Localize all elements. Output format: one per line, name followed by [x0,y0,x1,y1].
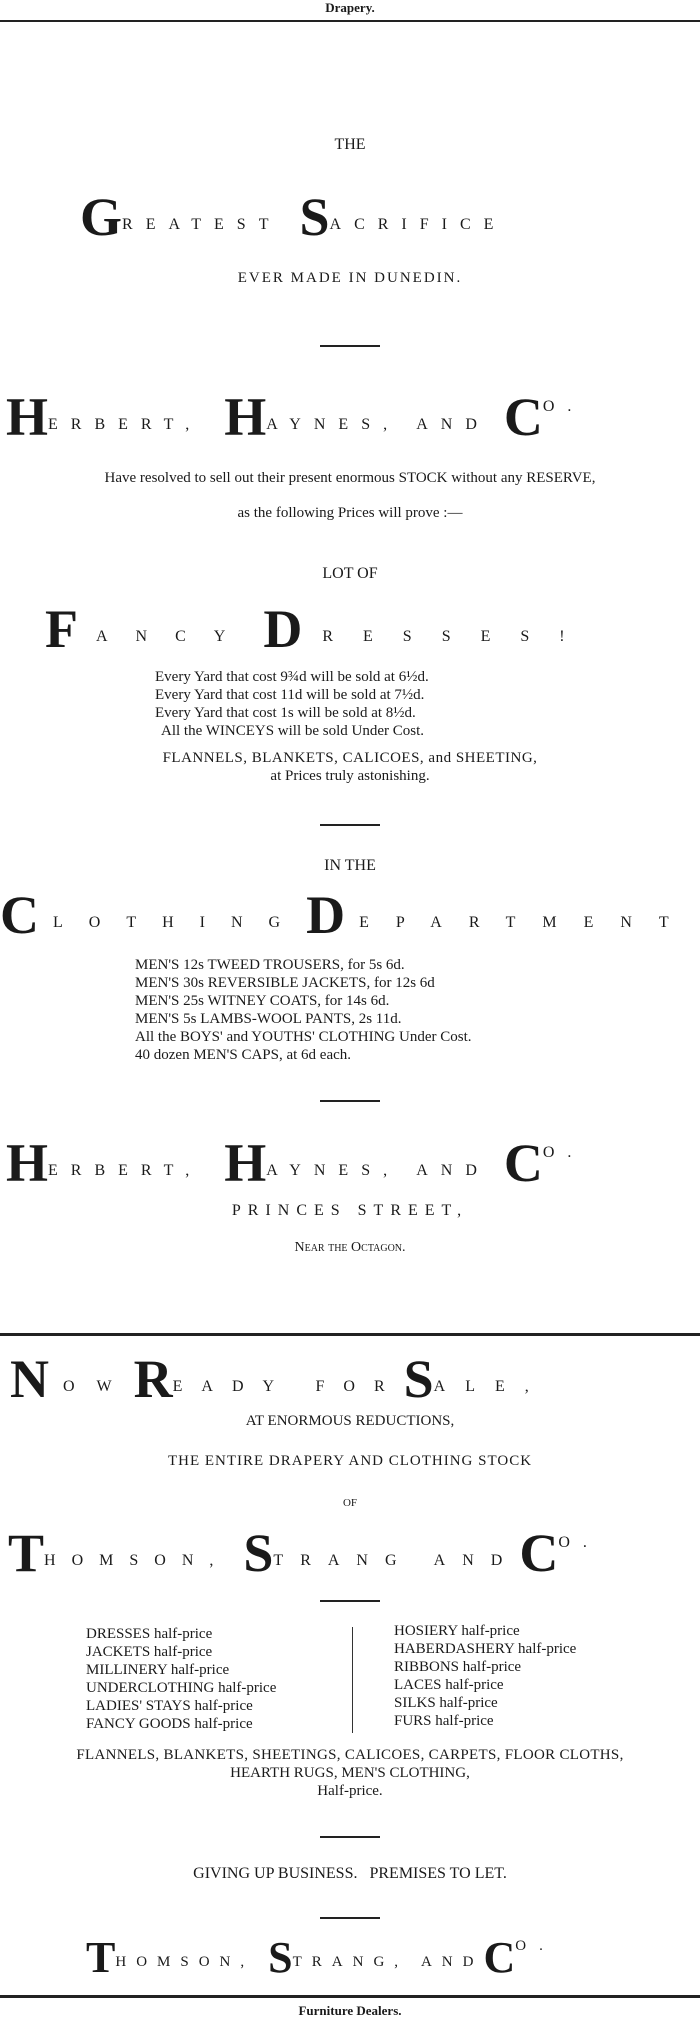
firm-cap-h2: H [224,387,267,447]
fancy-word-1: ANCY [96,628,254,645]
headline-word-1: REATEST [122,216,282,233]
firm-cap-h1: H [6,387,49,447]
thomson-word-3: O. [558,1534,600,1551]
now-word-2: EADY FOR [172,1378,404,1395]
now-cap-n: N [10,1349,49,1409]
half-price-item: FANCY GOODS half-price [86,1716,253,1732]
headline-cap-1: G [80,187,123,247]
divider-1 [320,345,380,347]
thomson-cap-t: T [8,1523,45,1583]
clothing-item: MEN'S 30s REVERSIBLE JACKETS, for 12s 6d [135,975,435,991]
thomson-word-1: HOMSON, [44,1552,230,1569]
column-divider [352,1627,353,1733]
footer-rule [0,1995,700,1998]
flannels-carpets-line: FLANNELS, BLANKETS, SHEETINGS, CALICOES, CARPETS, FLOOR CLOTHS, [76,1747,624,1763]
firm-cap-c: C [503,387,543,447]
hearth-rugs-line: HEARTH RUGS, MEN'S CLOTHING, [230,1765,470,1781]
thomson2-cap-s: S [268,1933,293,1982]
half-price-item: HOSIERY half-price [394,1623,520,1639]
clothing-items-list [135,956,472,1064]
headline-word-2: ACRIFICE [329,216,507,233]
flannels-subline: at Prices truly astonishing. [270,768,430,784]
intro-line-1: Have resolved to sell out their present enormous STOCK without any RESERVE, [104,470,596,486]
firm-word-2: AYNES, AND [266,416,490,433]
headline-cap-2: S [299,187,330,247]
clothing-cap-d: D [306,885,346,945]
in-the-label: IN THE [324,857,376,874]
clothing-cap-c: C [0,885,39,945]
divider-4 [320,1600,380,1602]
giving-up-line: GIVING UP BUSINESS. PREMISES TO LET. [193,1865,507,1882]
half-price-item: FURS half-price [394,1713,494,1729]
now-cap-s: S [403,1349,434,1409]
clothing-item: All the BOYS' and YOUTHS' CLOTHING Under Cost. [135,1029,472,1045]
fancy-item: Every Yard that cost 11d will be sold at 7½d. [155,687,425,703]
intro-line-2: as the following Prices will prove :— [237,505,463,521]
street-line: PRINCES STREET, [231,1202,469,1219]
clothing-department-heading [0,884,700,946]
firm2-word-1: ERBERT, [48,1162,203,1179]
clothing-word-2: EPARTMENT [359,914,696,931]
firm2-word-3: O. [542,1144,585,1161]
fancy-item: Every Yard that cost 9¾d will be sold at 6½d. [155,669,429,685]
half-price-line: Half-price. [317,1783,383,1799]
firm2-cap-c: C [503,1133,543,1193]
half-price-item: SILKS half-price [394,1695,498,1711]
thomson2-word-3: O. [515,1938,556,1954]
half-price-item: LACES half-price [394,1677,504,1693]
firm2-word-2: AYNES, AND [266,1162,490,1179]
clothing-item: MEN'S 25s WITNEY COATS, for 14s 6d. [135,993,390,1009]
clothing-word-1: LOTHING [53,914,307,931]
subhead-dunedin: EVER MADE IN DUNEDIN. [237,270,463,286]
reductions-line: AT ENORMOUS REDUCTIONS, [245,1413,455,1429]
entire-stock-line: THE ENTIRE DRAPERY AND CLOTHING STOCK [167,1453,533,1469]
fancy-dresses-heading [45,598,695,660]
flannels-line: FLANNELS, BLANKETS, CALICOES, and SHEETING, [162,750,538,766]
fancy-items-list [155,668,429,740]
thomson2-word-2: TRANG, AND [292,1954,484,1970]
divider-6 [320,1917,380,1919]
thomson-strang-heading-2 [86,1932,700,1983]
divider-2 [320,824,380,826]
thomson-strang-heading-1 [8,1522,700,1584]
fancy-cap-f: F [45,599,78,659]
thomson-cap-c: C [519,1523,559,1583]
section-footer: Furniture Dealers. [298,2003,402,2018]
divider-3 [320,1100,380,1102]
fancy-word-2: RESSES! [322,628,595,645]
thomson2-cap-t: T [86,1933,116,1982]
now-word-3: ALE, [433,1378,549,1395]
section-header: Drapery. [325,0,375,15]
thomson2-cap-c: C [483,1933,516,1982]
now-ready-heading [10,1348,700,1410]
of-label: OF [342,1497,358,1509]
thomson2-word-1: HOMSON, [115,1954,255,1970]
half-price-item: MILLINERY half-price [86,1662,230,1678]
firm2-cap-h2: H [224,1133,267,1193]
half-price-item: DRESSES half-price [86,1626,213,1642]
half-price-right-list [394,1622,576,1730]
firm-heading-2 [6,1132,700,1194]
half-price-item: UNDERCLOTHING half-price [86,1680,277,1696]
near-octagon-line: Near the Octagon. [294,1240,406,1255]
clothing-item: MEN'S 12s TWEED TROUSERS, for 5s 6d. [135,957,405,973]
now-word-1: OW [63,1378,134,1395]
thomson-cap-s: S [243,1523,274,1583]
now-cap-r: R [133,1349,173,1409]
fancy-item: Every Yard that cost 1s will be sold at 8½d. [155,705,416,721]
lot-of-label: LOT OF [322,565,378,582]
half-price-item: HABERDASHERY half-price [394,1641,577,1657]
firm-word-1: ERBERT, [48,416,203,433]
firm-heading-1 [6,386,700,448]
divider-5 [320,1836,380,1838]
firm2-cap-h1: H [6,1133,49,1193]
half-price-item: LADIES' STAYS half-price [86,1698,253,1714]
headline-greatest-sacrifice [80,186,640,248]
fancy-cap-d: D [263,599,303,659]
thomson-word-2: TRANG AND [273,1552,520,1569]
firm-word-3: O. [542,398,585,415]
half-price-item: JACKETS half-price [86,1644,213,1660]
clothing-item: 40 dozen MEN'S CAPS, at 6d each. [135,1047,352,1063]
the-label: THE [334,136,366,153]
ad-separator [0,1333,700,1336]
clothing-item: MEN'S 5s LAMBS-WOOL PANTS, 2s 11d. [135,1011,402,1027]
half-price-left-list [86,1625,276,1733]
fancy-item: All the WINCEYS will be sold Under Cost. [161,723,425,739]
header-rule [0,20,700,22]
half-price-item: RIBBONS half-price [394,1659,522,1675]
